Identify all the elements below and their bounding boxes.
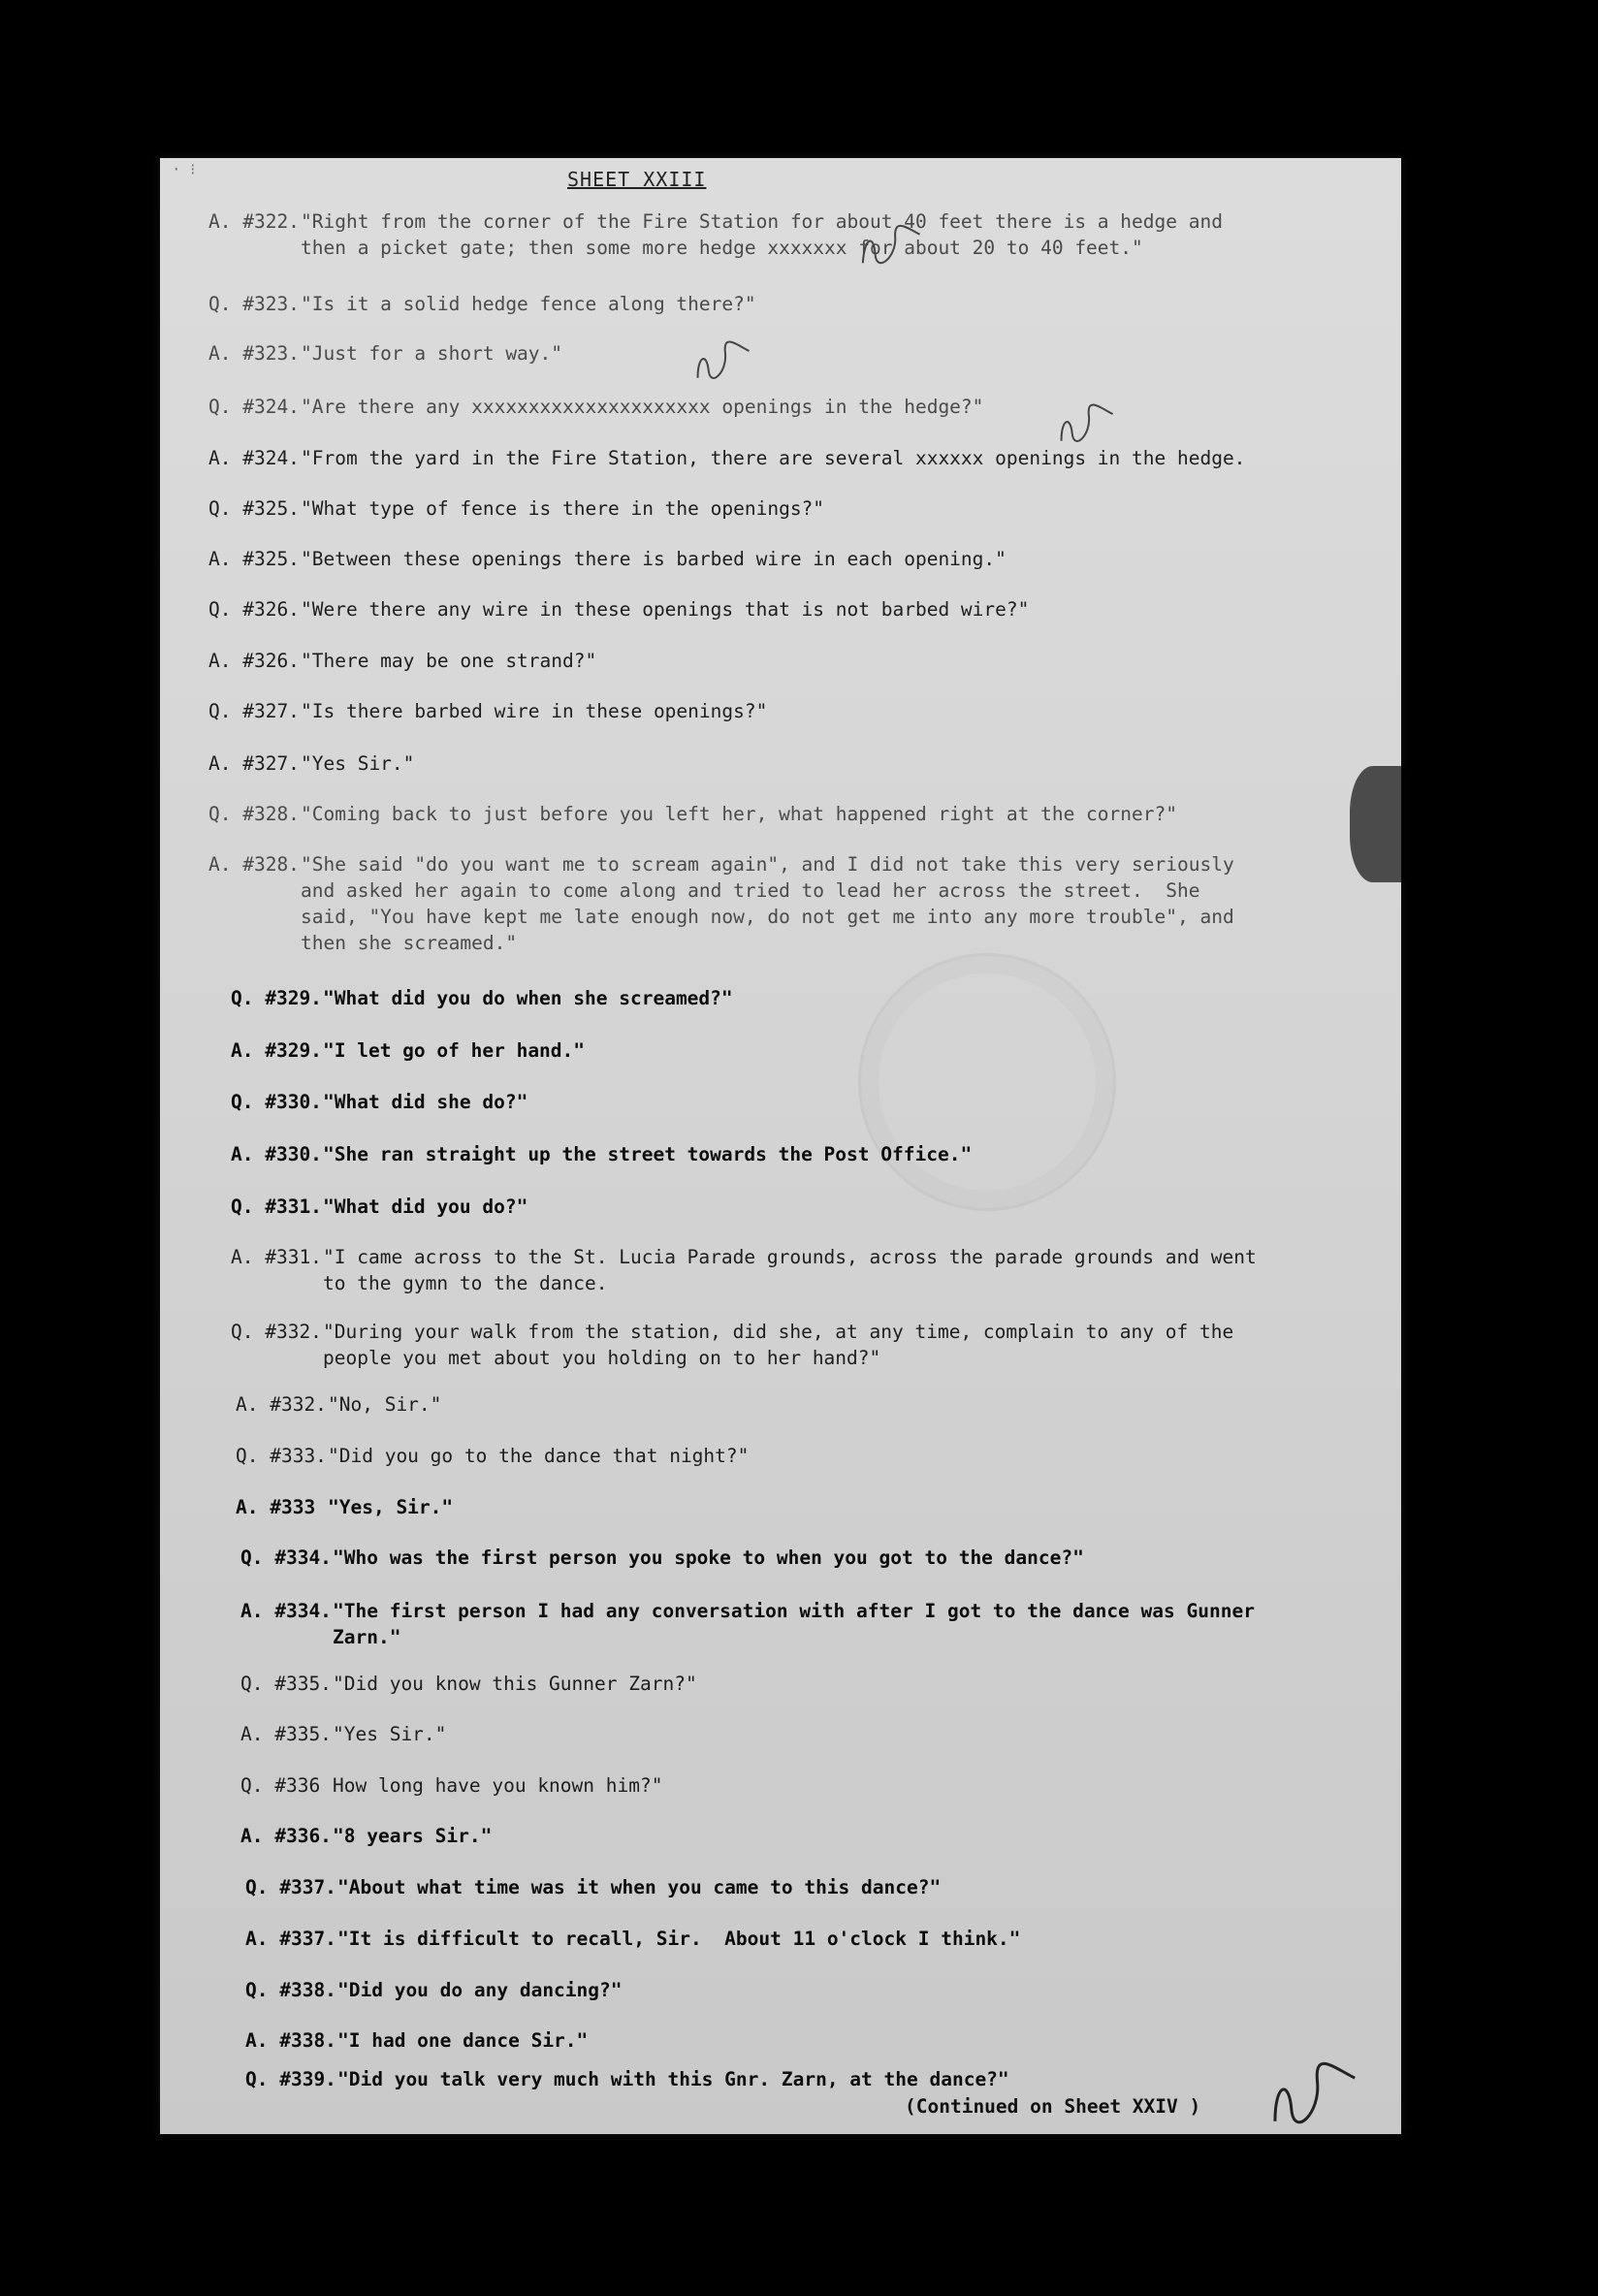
entry-a334 bbox=[240, 1598, 1380, 1650]
entry-text: "8 years Sir." bbox=[333, 1825, 493, 1847]
entry-label: Q. #325. bbox=[208, 497, 300, 520]
entry-text: "I came across to the St. Lucia Parade grounds, across the parade grounds and went to the gymn to the dance. bbox=[323, 1246, 1257, 1294]
entry-q336 bbox=[240, 1772, 1380, 1799]
entry-text: "From the yard in the Fire Station, there are several xxxxxx openings in the hedge. bbox=[301, 447, 1246, 469]
entry-text: "What did you do when she screamed?" bbox=[323, 987, 733, 1009]
entry-text: "Who was the first person you spoke to when you got to the dance?" bbox=[333, 1547, 1084, 1569]
entry-q323 bbox=[208, 291, 1348, 317]
entry-label: Q. #323. bbox=[208, 293, 300, 315]
entry-q337 bbox=[245, 1874, 1385, 1900]
entry-label: A. #338. bbox=[245, 2029, 336, 2052]
entry-text: "Are there any xxxxxxxxxxxxxxxxxxxxx openings in the hedge?" bbox=[301, 396, 984, 418]
entry-text: "Is it a solid hedge fence along there?" bbox=[301, 293, 756, 315]
entry-a336 bbox=[240, 1823, 1380, 1849]
entry-label: Q. #338. bbox=[245, 1979, 336, 2001]
entry-a335 bbox=[240, 1721, 1380, 1747]
entry-text: "Coming back to just before you left her, what happened right at the corner?" bbox=[301, 803, 1177, 825]
entry-text: How long have you known him?" bbox=[333, 1774, 663, 1797]
entry-q326 bbox=[208, 596, 1348, 622]
entry-q328 bbox=[208, 801, 1348, 827]
entry-label: Q. #339. bbox=[245, 2068, 336, 2090]
entry-label: A. #332. bbox=[236, 1393, 327, 1416]
initials-signature-icon bbox=[1254, 2049, 1373, 2137]
entry-label: A. #335. bbox=[240, 1723, 332, 1745]
entry-label: Q. #329. bbox=[231, 987, 322, 1009]
entry-label: A. #323. bbox=[208, 342, 300, 365]
document-sheet bbox=[160, 158, 1401, 2134]
entry-text: "It is difficult to recall, Sir. About 11 o'clock I think." bbox=[337, 1928, 1021, 1950]
entry-a327 bbox=[208, 750, 1348, 777]
sheet-title: SHEET XXIII bbox=[567, 168, 707, 191]
entry-text: "What did you do?" bbox=[323, 1196, 528, 1218]
entry-a331 bbox=[231, 1244, 1370, 1296]
entry-text: "Between these openings there is barbed wire in each opening." bbox=[301, 548, 1007, 570]
entry-a326 bbox=[208, 648, 1348, 674]
entry-label: Q. #333. bbox=[236, 1445, 327, 1467]
scan-blotch bbox=[1350, 766, 1408, 882]
entry-a323 bbox=[208, 340, 1348, 367]
entry-a324 bbox=[208, 445, 1348, 471]
entry-q332 bbox=[231, 1319, 1370, 1371]
entry-text: "Did you know this Gunner Zarn?" bbox=[333, 1673, 697, 1695]
entry-label: A. #325. bbox=[208, 548, 300, 570]
entry-text: "Yes Sir." bbox=[333, 1723, 447, 1745]
entry-a332 bbox=[236, 1391, 1375, 1418]
entry-text: "Just for a short way." bbox=[301, 342, 563, 365]
entry-text: "Is there barbed wire in these openings?" bbox=[301, 700, 768, 722]
entry-q331 bbox=[231, 1194, 1370, 1220]
entry-label: A. #336. bbox=[240, 1825, 332, 1847]
entry-label: A. #322. bbox=[208, 210, 300, 233]
margin-marks: · ⁝ bbox=[172, 160, 196, 178]
entry-a333 bbox=[236, 1494, 1375, 1520]
entry-label: Q. #324. bbox=[208, 396, 300, 418]
entry-text: "I had one dance Sir." bbox=[337, 2029, 589, 2052]
entry-label: A. #324. bbox=[208, 447, 300, 469]
entry-text: "The first person I had any conversation with after I got to the dance was Gunner Zarn." bbox=[333, 1600, 1255, 1648]
entry-text: "Right from the corner of the Fire Station for about 40 feet there is a hedge and then a picket gate; then some more hedge xxxxxxx for about 20 to 40 feet." bbox=[301, 210, 1223, 259]
entry-text: "Did you go to the dance that night?" bbox=[328, 1445, 750, 1467]
entry-q335 bbox=[240, 1671, 1380, 1697]
entry-label: Q. #328. bbox=[208, 803, 300, 825]
continued-note: (Continued on Sheet XXIV ) bbox=[905, 2095, 1201, 2118]
entry-a338 bbox=[245, 2027, 1385, 2054]
entry-text: "During your walk from the station, did she, at any time, complain to any of the people you met about you holding on to her hand?" bbox=[323, 1321, 1234, 1369]
entry-q338 bbox=[245, 1977, 1385, 2003]
entry-a328 bbox=[208, 851, 1348, 956]
entry-q329 bbox=[231, 985, 1370, 1011]
entry-text: "There may be one strand?" bbox=[301, 650, 597, 672]
entry-q324 bbox=[208, 394, 1348, 420]
entry-q339 bbox=[245, 2066, 1385, 2092]
entry-label: A. #337. bbox=[245, 1928, 336, 1950]
entry-a325 bbox=[208, 546, 1348, 572]
entry-text: "Were there any wire in these openings that is not barbed wire?" bbox=[301, 598, 1030, 621]
entry-text: "About what time was it when you came to this dance?" bbox=[337, 1876, 942, 1898]
entry-label: Q. #330. bbox=[231, 1091, 322, 1113]
entry-label: A. #326. bbox=[208, 650, 300, 672]
entry-text: "Did you do any dancing?" bbox=[337, 1979, 623, 2001]
entry-q330 bbox=[231, 1089, 1370, 1115]
entry-text: "She said "do you want me to scream again", and I did not take this very seriously and asked her again to come along and tried to lead her across the street. She said, "You have kept me late enough now, do not get me into any more trouble", and then she screamed." bbox=[301, 853, 1234, 954]
entry-label: Q. #337. bbox=[245, 1876, 336, 1898]
entry-label: Q. #336 bbox=[240, 1774, 321, 1797]
entry-label: A. #329. bbox=[231, 1039, 322, 1062]
entry-text: "Yes, Sir." bbox=[328, 1496, 454, 1518]
entry-a329 bbox=[231, 1037, 1370, 1064]
entry-label: A. #327. bbox=[208, 752, 300, 775]
entry-label: Q. #332. bbox=[231, 1321, 322, 1343]
entry-text: "She ran straight up the street towards the Post Office." bbox=[323, 1143, 973, 1165]
entry-q333 bbox=[236, 1443, 1375, 1469]
entry-label: A. #331. bbox=[231, 1246, 322, 1268]
entry-label: A. #334. bbox=[240, 1600, 332, 1622]
entry-q334 bbox=[240, 1545, 1380, 1571]
entry-label: A. #330. bbox=[231, 1143, 322, 1165]
entry-label: A. #328. bbox=[208, 853, 300, 876]
entry-text: "Yes Sir." bbox=[301, 752, 415, 775]
entry-text: "Did you talk very much with this Gnr. Zarn, at the dance?" bbox=[337, 2068, 1009, 2090]
entry-a337 bbox=[245, 1926, 1385, 1952]
entry-q325 bbox=[208, 495, 1348, 522]
entry-label: Q. #331. bbox=[231, 1196, 322, 1218]
entry-text: "What type of fence is there in the openings?" bbox=[301, 497, 825, 520]
entry-a330 bbox=[231, 1141, 1370, 1167]
entry-label: A. #333 bbox=[236, 1496, 316, 1518]
entry-label: Q. #326. bbox=[208, 598, 300, 621]
entry-q327 bbox=[208, 698, 1348, 724]
entry-text: "I let go of her hand." bbox=[323, 1039, 586, 1062]
entry-text: "What did she do?" bbox=[323, 1091, 528, 1113]
entry-text: "No, Sir." bbox=[328, 1393, 442, 1416]
entry-a322 bbox=[208, 208, 1348, 261]
entry-label: Q. #335. bbox=[240, 1673, 332, 1695]
entry-label: Q. #334. bbox=[240, 1547, 332, 1569]
entry-label: Q. #327. bbox=[208, 700, 300, 722]
